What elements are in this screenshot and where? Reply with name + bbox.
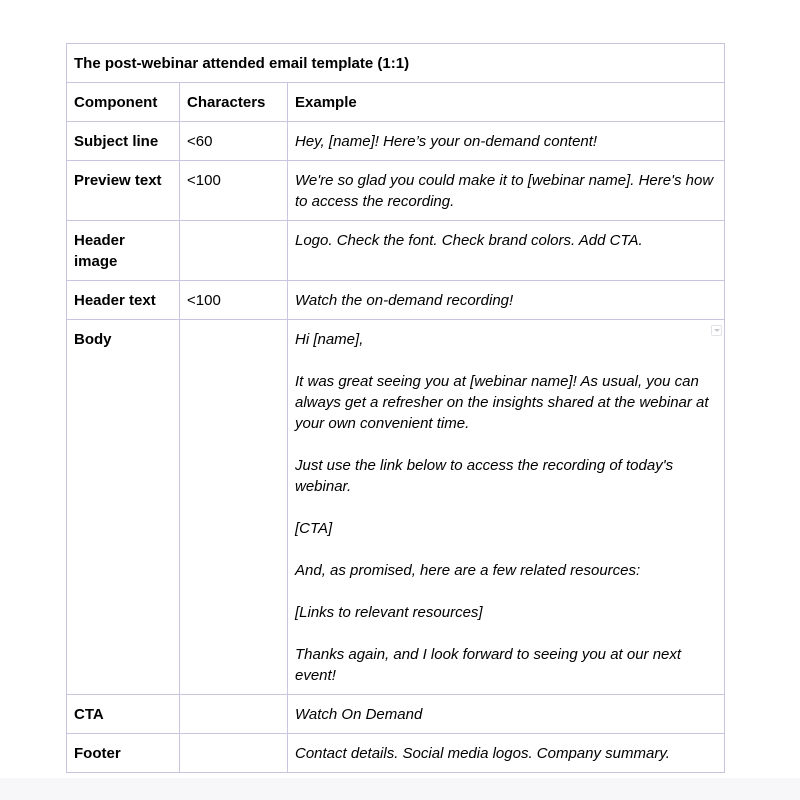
characters-cell: <60 [180,122,288,161]
header-component: Component [67,83,180,122]
table-title: The post-webinar attended email template (1:1) [67,44,725,83]
table-row [67,695,725,734]
characters-cell [180,221,288,281]
component-cell: Body [67,320,180,695]
example-paragraph: It was great seeing you at [webinar name]! As usual, you can always get a refresher on the insights shared at the webinar at your own convenient time. [295,373,709,432]
table-row [67,734,725,773]
example-paragraph: [CTA] [295,520,333,537]
table-row [67,122,725,161]
example-text: Watch the on-demand recording! [295,292,514,309]
example-text: Hey, [name]! Here’s your on-demand content! [295,133,598,150]
table-header-row [67,83,725,122]
example-text: We're so glad you could make it to [webinar name]. Here's how to access the recording. [295,172,714,210]
example-paragraph: Hi [name], [295,331,364,348]
characters-cell [180,320,288,695]
example-cell [288,695,725,734]
characters-cell: <100 [180,281,288,320]
table-title-row [67,44,725,83]
example-paragraph: Just use the link below to access the recording of today's webinar. [295,457,674,495]
page-bottom-band [0,778,800,800]
component-cell: CTA [67,695,180,734]
header-characters: Characters [180,83,288,122]
component-cell: Preview text [67,161,180,221]
example-paragraph: And, as promised, here are a few related resources: [295,562,641,579]
example-paragraph: [Links to relevant resources] [295,604,483,621]
characters-cell [180,734,288,773]
email-template-table [66,43,725,773]
header-example: Example [288,83,725,122]
example-paragraph: Thanks again, and I look forward to seeing you at our next event! [295,646,682,684]
example-cell [288,122,725,161]
table-row [67,281,725,320]
example-text: Logo. Check the font. Check brand colors. Add CTA. [295,232,643,249]
characters-cell: <100 [180,161,288,221]
characters-cell [180,695,288,734]
table-row [67,320,725,695]
component-cell: Header image [67,221,180,281]
example-cell [288,320,725,695]
table-row [67,161,725,221]
example-text: Watch On Demand [295,706,423,723]
example-cell [288,734,725,773]
cell-dropdown-icon[interactable] [711,325,722,336]
component-cell: Footer [67,734,180,773]
example-cell [288,161,725,221]
example-cell [288,281,725,320]
example-text: Contact details. Social media logos. Company summary. [295,745,670,762]
table-row [67,221,725,281]
example-cell [288,221,725,281]
component-cell: Header text [67,281,180,320]
component-cell: Subject line [67,122,180,161]
